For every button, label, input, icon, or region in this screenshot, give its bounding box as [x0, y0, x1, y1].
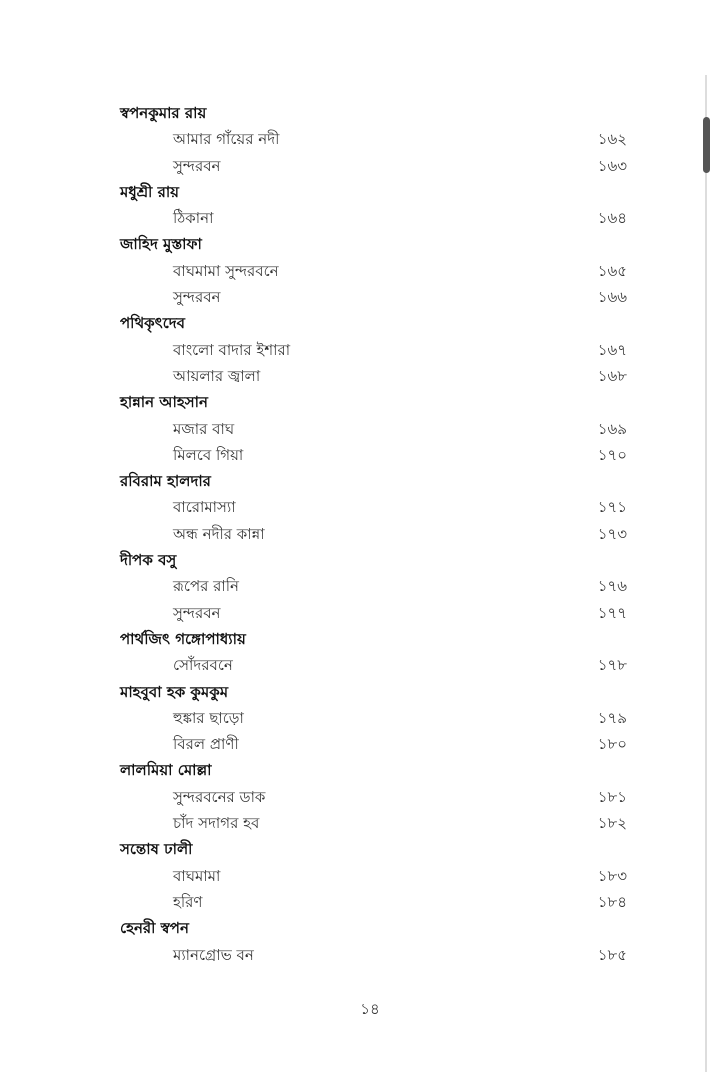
entry-title: অন্ধ নদীর কান্না [173, 524, 265, 543]
author-name: সন্তোষ ঢালী [120, 840, 193, 859]
entry-page-number: ১৭৯ [597, 708, 627, 727]
entry-page-number: ১৭৩ [597, 524, 627, 543]
entry-title: বিরল প্রাণী [173, 735, 239, 754]
author-name: মাহবুবা হক কুমকুম [120, 682, 229, 701]
toc-entry[interactable] [0, 416, 720, 442]
author-row [0, 389, 720, 415]
toc-entry[interactable] [0, 731, 720, 757]
author-row [0, 836, 720, 862]
entry-page-number: ১৮৪ [597, 892, 627, 911]
entry-title: বাঘমামা [173, 866, 221, 885]
toc-entry[interactable] [0, 126, 720, 152]
author-row [0, 179, 720, 205]
toc-entry[interactable] [0, 205, 720, 231]
entry-page-number: ১৬৭ [597, 340, 627, 359]
entry-page-number: ১৭১ [597, 498, 627, 517]
entry-title: সুন্দরবন [173, 156, 221, 175]
entry-title: আমার গাঁয়ের নদী [173, 130, 280, 149]
toc-entry[interactable] [0, 442, 720, 468]
author-name: হান্নান আহসান [120, 393, 208, 412]
author-name: রবিরাম হালদার [120, 472, 211, 491]
toc-entry[interactable] [0, 521, 720, 547]
author-row [0, 757, 720, 783]
author-name: স্বপনকুমার রায় [120, 104, 207, 122]
entry-page-number: ১৭৮ [597, 656, 627, 675]
toc-entry[interactable] [0, 784, 720, 810]
entry-title: সুন্দরবন [173, 288, 221, 307]
entry-title: হুঙ্কার ছাড়ো [173, 708, 244, 727]
table-of-contents [0, 100, 720, 968]
entry-title: বারোমাস্যা [173, 498, 236, 517]
author-name: মধুশ্রী রায় [120, 182, 179, 201]
toc-entry[interactable] [0, 863, 720, 889]
toc-entry[interactable] [0, 600, 720, 626]
author-name: হেনরী স্বপন [120, 919, 189, 938]
author-name: পথিকৃৎদেব [120, 314, 185, 333]
toc-entry[interactable] [0, 153, 720, 179]
author-row [0, 915, 720, 941]
author-name: পার্থজিৎ গঙ্গোপাধ্যায় [120, 629, 246, 648]
entry-title: চাঁদ সদাগর হব [173, 814, 260, 833]
entry-page-number: ১৬৬ [597, 288, 627, 307]
toc-entry[interactable] [0, 494, 720, 520]
entry-page-number: ১৬৩ [597, 156, 627, 175]
entry-page-number: ১৮২ [597, 814, 627, 833]
entry-page-number: ১৬৫ [597, 261, 627, 280]
author-row [0, 626, 720, 652]
entry-page-number: ১৬৪ [597, 209, 627, 228]
entry-page-number: ১৬৯ [597, 419, 627, 438]
toc-entry[interactable] [0, 573, 720, 599]
entry-title: মজার বাঘ [173, 419, 235, 438]
toc-entry[interactable] [0, 810, 720, 836]
author-row [0, 547, 720, 573]
entry-title: রূপের রানি [173, 577, 239, 596]
entry-title: সুন্দরবন [173, 603, 221, 622]
entry-title: মিলবে গিয়া [173, 445, 244, 464]
entry-title: ম্যানগ্রোভ বন [173, 945, 254, 964]
entry-page-number: ১৬২ [597, 130, 627, 149]
entry-title: আয়লার জ্বালা [173, 366, 261, 385]
entry-title: বাঘমামা সুন্দরবনে [173, 261, 279, 280]
toc-entry[interactable] [0, 652, 720, 678]
author-row [0, 468, 720, 494]
author-name: দীপক বসু [120, 551, 177, 570]
entry-page-number: ১৭৬ [597, 577, 627, 596]
entry-title: বাংলো বাদার ইশারা [173, 340, 291, 359]
entry-title: ঠিকানা [173, 209, 214, 228]
entry-page-number: ১৮৩ [597, 866, 627, 885]
author-row [0, 310, 720, 336]
entry-title: হরিণ [173, 892, 203, 911]
toc-entry[interactable] [0, 363, 720, 389]
author-row [0, 679, 720, 705]
entry-title: সুন্দরবনের ডাক [173, 787, 266, 806]
author-name: জাহিদ মুস্তাফা [120, 235, 202, 254]
toc-entry[interactable] [0, 284, 720, 310]
entry-page-number: ১৮১ [597, 787, 627, 806]
entry-page-number: ১৬৮ [597, 366, 627, 385]
toc-entry[interactable] [0, 258, 720, 284]
toc-entry[interactable] [0, 889, 720, 915]
toc-entry[interactable] [0, 337, 720, 363]
scrollbar-thumb[interactable] [703, 117, 710, 173]
entry-page-number: ১৮০ [597, 735, 627, 754]
author-row [0, 231, 720, 257]
entry-page-number: ১৮৫ [597, 945, 627, 964]
author-row [0, 100, 720, 126]
toc-entry[interactable] [0, 942, 720, 968]
author-name: লালমিয়া মোল্লা [120, 761, 212, 780]
entry-title: সোঁদরবনে [173, 656, 233, 675]
scrollbar-track[interactable] [705, 75, 707, 1072]
page-number: ১৪ [360, 1000, 380, 1018]
entry-page-number: ১৭৭ [597, 603, 627, 622]
toc-entry[interactable] [0, 705, 720, 731]
entry-page-number: ১৭০ [597, 445, 627, 464]
